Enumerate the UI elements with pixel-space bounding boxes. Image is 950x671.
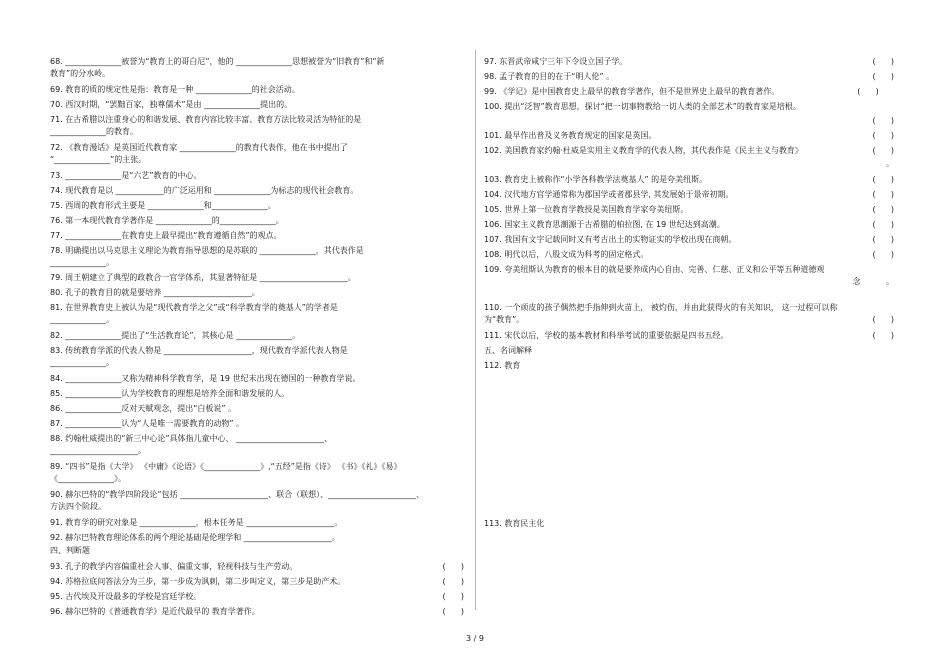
question-line: ______________________。 [50,446,146,455]
question-line: 71. 在古希腊以注重身心的和谐发展、教育内容比较丰富、教育方法比较灵活为特征的是 [50,115,362,124]
question-line: 109. 夸美纽斯认为教育的根本目的就是要养成内心自由、完善、仁慈、正义和公平等五种道德观 [484,265,825,274]
question-line: 105. 世界上第一位教育学教授是美国教育学家夸美纽斯。 [484,205,689,214]
question-line: 91. 教育学的研究对象是 ______________，根本任务是 ______________________。 [50,518,343,527]
question-line: 99. 《学记》是中国教育史上最早的教育学著作，但不是世界史上最早的教育著作。 [484,87,780,96]
question-line: 四、判断题 [50,546,90,555]
question-line: 82. ______________提出了“生活教育论”，其核心是 ______________。 [50,331,301,340]
column-divider [475,50,476,610]
question-line: 79. 周王朝建立了典型的政教合一官学体系，其显著特征是 ______________________。 [50,273,356,282]
question-line: ______________的教育。 [50,127,138,136]
question-line: 80. 孔子的教育目的就是要培养 ______________________。 [50,288,260,297]
question-line: 73. ______________是“六艺”教育的中心。 [50,171,202,180]
question-line: 70. 西汉时期，“罢黜百家，独尊儒术”是由 ______________提出的。 [50,100,293,109]
question-line: 112. 教育 [484,361,521,370]
answer-parentheses: ( ) [872,146,894,155]
question-line: 110. 一个顽皮的孩子偶然把手指伸到火苗上， 被灼伤，并由此获得火的有关知识， 这一过程可以称 [484,303,838,312]
question-line: 为“教育”。 [484,315,525,324]
answer-parentheses: ( ) [857,87,894,96]
answer-parentheses: ( ) [872,250,894,259]
question-line: 111. 宋代以后，学校的基本教材和科举考试的重要依据是四书五经。 [484,331,729,340]
answer-parentheses: ( ) [872,57,894,66]
answer-parentheses: ( ) [872,235,894,244]
answer-parentheses: ( ) [872,131,894,140]
question-line: 75. 西周的教育形式主要是 ______________和______________。 [50,201,276,210]
answer-parentheses: ( ) [872,116,894,125]
question-line: 81. 在世界教育史上被认为是“现代教育学之父”或“科学教育学的奠基人”的学者是 [50,303,338,312]
answer-parentheses: ( ) [872,190,894,199]
question-line: 77. ______________在教育史上最早提出“教育遵循自然”的观点。 [50,231,282,240]
question-line: 100. 提出“泛智”教育思想，探讨“把一切事物教给一切人类的全部艺术”的教育家是培根。 [484,102,801,111]
answer-parentheses: 念 。 [852,277,894,286]
question-line: 89. “四书”是指《大学》 《中庸》《论语》《______________》,“五经”是指《诗》 《书》《礼》《易》 [50,462,402,471]
question-line: 103. 教育史上被称作“小学各科教学法奠基人” 的是夸美纽斯。 [484,175,708,184]
question-line: 107. 我国有文字记载同时又有考古出土的实物证实的学校出现在商朝。 [484,235,737,244]
answer-parentheses: ( ) [872,72,894,81]
page-number: 3 / 9 [466,634,484,643]
question-line: 86. ______________反对天赋观念，提出“白板说” 。 [50,404,237,413]
question-line: 102. 美国教育家约翰·杜威是实用主义教育学的代表人物，其代表作是《民主主义与教育》 [484,146,803,155]
question-line: 98. 孟子教育的目的在于“明人伦” 。 [484,72,615,81]
question-line: 84. ______________又称为精神科学教育学，是 19 世纪末出现在德国的一种教育学说。 [50,374,361,383]
question-line: 90. 赫尔巴特的“教学四阶段论”包括 ______________________、联合（联想）、______________________、 [50,490,425,499]
answer-parentheses: 。 [886,159,894,168]
question-line: 87. ______________认为“人是唯一需要教育的动物” 。 [50,419,245,428]
question-line: 93. 孔子的教学内容偏重社会人事、偏重文事，轻视科技与生产劳动。 [50,562,298,571]
question-line: 74. 现代教育是以 ____________的广泛运用和 ______________为标志的现代社会教育。 [50,186,359,195]
question-line: 五、名词解释 [484,346,532,355]
answer-parentheses: ( ) [872,175,894,184]
question-line: 76. 第一本现代教育学著作是 ______________的______________。 [50,216,284,225]
answer-parentheses: ( ) [442,562,464,571]
question-line: 《______________》。 [50,474,126,483]
question-line: 95. 古代埃及开设最多的学校是宫廷学校。 [50,592,202,601]
answer-parentheses: ( ) [872,315,894,324]
question-line: 69. 教育的质的规定性是指：教育是一种 ______________的社会活动。 [50,85,300,94]
question-line: ______________。 [50,258,114,267]
question-line: 104. 汉代地方官学通常称为郡国学或者郡县学, 其发展始于景帝初期。 [484,190,734,199]
answer-parentheses: ( ) [442,592,464,601]
answer-parentheses: ( ) [872,220,894,229]
question-line: 方法四个阶段。 [50,502,106,511]
question-line: 83. 传统教育学派的代表人物是 ______________________，现代教育学派代表人物是 [50,346,348,355]
question-line: 68. ______________被誉为“教育上的哥白尼”，他的 ______________思想被誉为“旧教育”和“新 [50,57,385,66]
question-line: 88. 约翰杜威提出的“新三中心论”具体指儿童中心、 ______________________、 [50,434,333,443]
question-line: “______________”的主张。 [50,155,147,164]
question-line: 78. 明确提出以马克思主义理论为教育指导思想的是苏联的 ______________，其代表作是 [50,246,364,255]
question-line: 106. 国家主义教育思潮源于古希腊的柏拉图, 在 19 世纪达到高潮。 [484,220,725,229]
question-line: 85. ______________认为学校教育的理想是培养全面和谐发展的人。 [50,389,290,398]
question-line: 97. 东晋武帝咸宁三年下令设立国子学。 [484,57,628,66]
question-line: 92. 赫尔巴特教育理论体系的两个理论基础是伦理学和 ______________________。 [50,533,340,542]
question-line: 94. 苏格拉底问答法分为三步，第一步成为讽刺，第二步叫定义，第三步是助产术。 [50,577,346,586]
question-line: 72. 《教育漫话》是英国近代教育家 ______________的教育代表作，他在书中提出了 [50,143,348,152]
question-line: 108. 明代以后，八股文成为科考的固定格式。 [484,250,649,259]
question-line: ______________。 [50,315,114,324]
answer-parentheses: ( ) [442,607,464,616]
question-line: 96. 赫尔巴特的《普通教育学》是近代最早的 教育学著作。 [50,607,260,616]
answer-parentheses: ( ) [442,577,464,586]
answer-parentheses: ( ) [872,205,894,214]
question-line: 教育”的分水岭。 [50,69,111,78]
answer-parentheses: ( ) [872,331,894,340]
question-line: 101. 最早作出普及义务教育规定的国家是英国。 [484,131,657,140]
question-line: ______________。 [50,358,114,367]
question-line: 113. 教育民主化 [484,519,545,528]
